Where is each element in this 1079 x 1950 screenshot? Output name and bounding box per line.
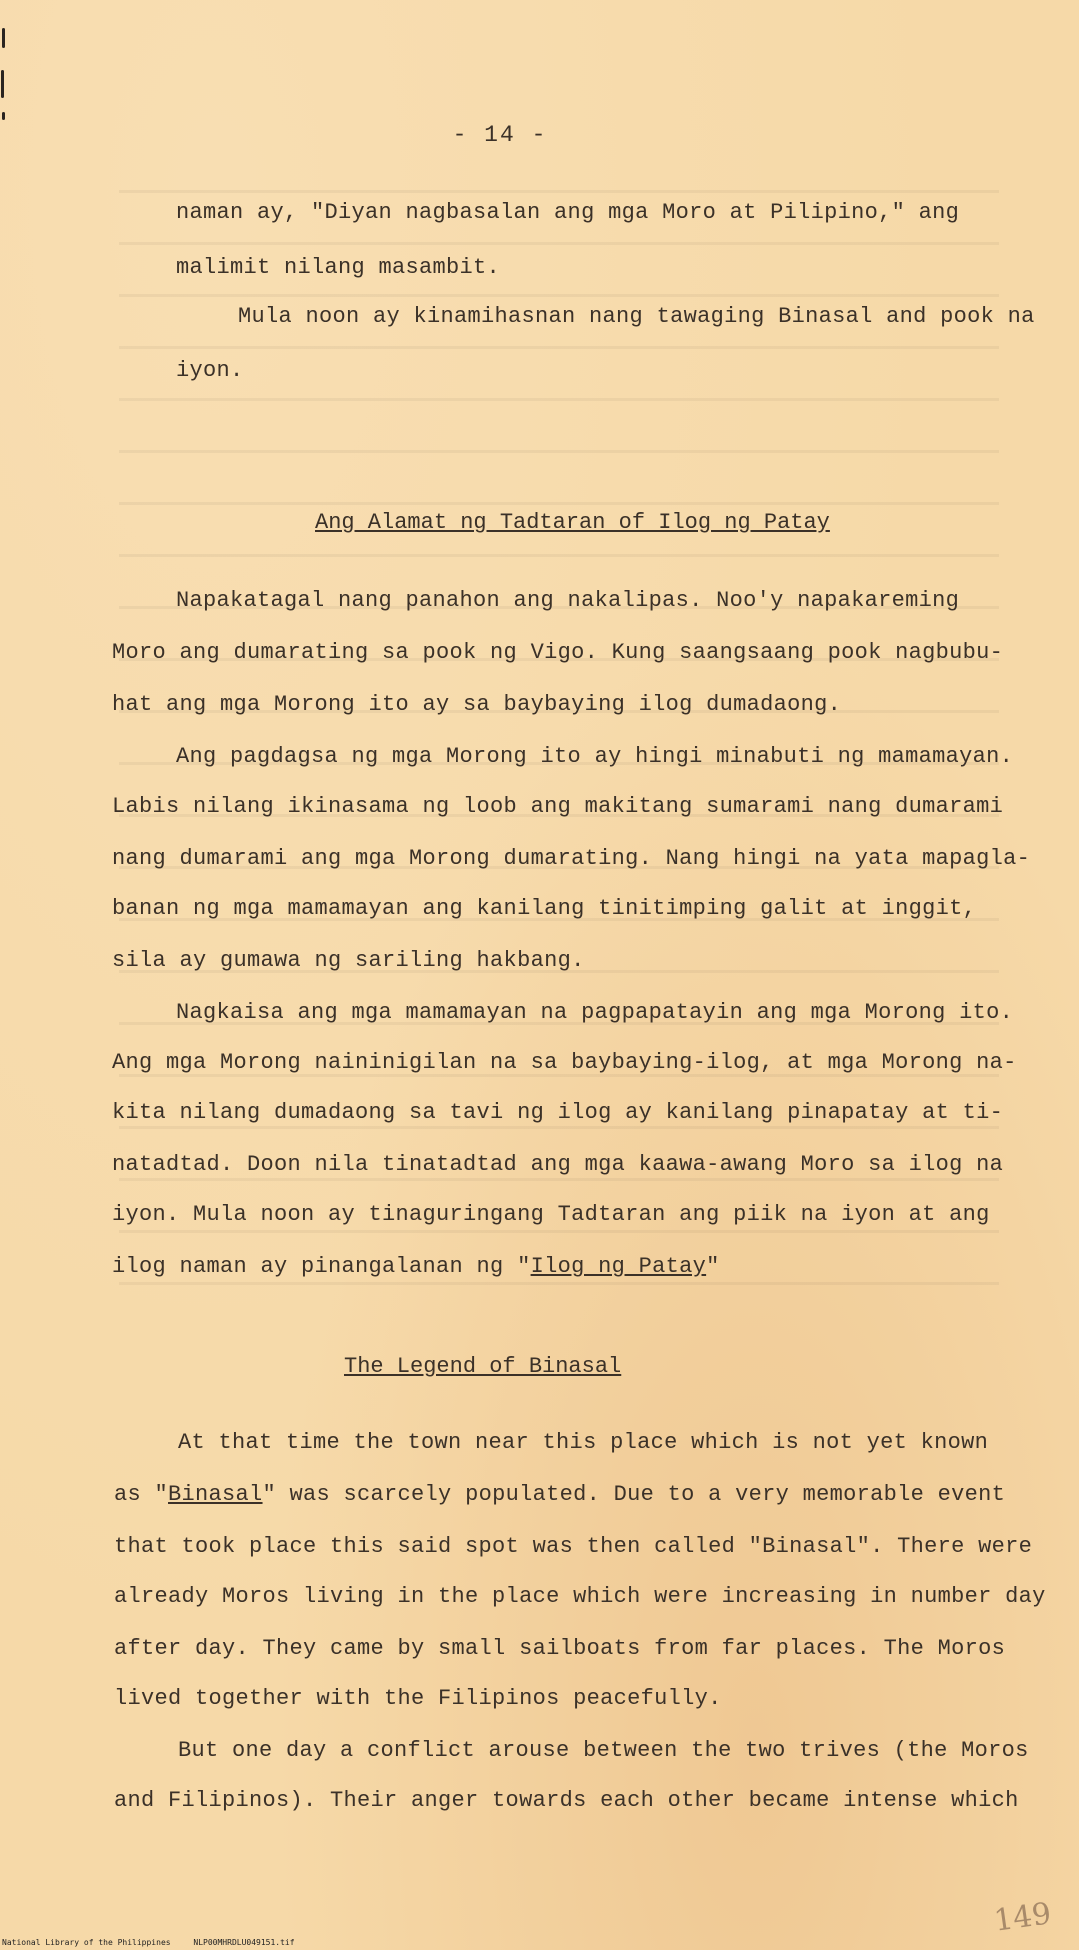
s1-line-7: banan ng mga mamamayan ang kanilang tinitimping galit at inggit,	[112, 896, 977, 921]
scan-footer	[2, 1938, 313, 1947]
s2-line-1: At that time the town near this place which is not yet known	[178, 1430, 989, 1455]
s2-line-8: and Filipinos). Their anger towards each other became intense which	[114, 1788, 1019, 1813]
s1-line-4: Ang pagdagsa ng mga Morong ito ay hingi minabuti ng mamamayan.	[176, 744, 1014, 769]
s2-line-6: lived together with the Filipinos peacefully.	[114, 1686, 722, 1711]
s2-line-5: after day. They came by small sailboats from far places. The Moros	[114, 1636, 1006, 1661]
s1-line-1: Napakatagal nang panahon ang nakalipas. Noo'y napakareming	[176, 588, 960, 613]
section2-title: The Legend of Binasal	[344, 1354, 622, 1379]
section1-title: Ang Alamat ng Tadtaran of Ilog ng Patay	[315, 510, 830, 535]
page-number: - 14 -	[452, 122, 548, 148]
s1-line-9: Nagkaisa ang mga mamamayan na pagpapatayin ang mga Morong ito.	[176, 1000, 1014, 1025]
s1-line-3: hat ang mga Morong ito ay sa baybaying ilog dumadaong.	[112, 692, 842, 717]
s1-line-12: natadtad. Doon nila tinatadtad ang mga kaawa-awang Moro sa ilog na	[112, 1152, 1004, 1177]
s1-line-6: nang dumarami ang mga Morong dumarating. Nang hingi na yata mapagla-	[112, 846, 1031, 871]
s1-line-14-suffix: "	[706, 1254, 720, 1279]
s1-line-2: Moro ang dumarating sa pook ng Vigo. Kung saangsaang pook nagbubu-	[112, 640, 1004, 665]
handwritten-folio-number: 149	[991, 1896, 1054, 1939]
binasal-name: Binasal	[168, 1482, 263, 1507]
intro-line-4: iyon.	[176, 358, 244, 383]
intro-line-2: malimit nilang masambit.	[176, 255, 501, 280]
s1-line-13: iyon. Mula noon ay tinaguringang Tadtaran ang piik na iyon at ang	[112, 1202, 990, 1227]
s1-line-14	[112, 1254, 720, 1279]
intro-line-3: Mula noon ay kinamihasnan nang tawaging Binasal and pook na	[238, 304, 1035, 329]
s1-line-14-prefix: ilog naman ay pinangalanan ng "	[112, 1254, 531, 1279]
s2-line-3: that took place this said spot was then called "Binasal". There were	[114, 1534, 1033, 1559]
s1-line-8: sila ay gumawa ng sariling hakbang.	[112, 948, 585, 973]
s1-line-5: Labis nilang ikinasama ng loob ang makitang sumarami nang dumarami	[112, 794, 1004, 819]
s2-line-2-prefix: as "	[114, 1482, 169, 1507]
s2-line-2-suffix: " was scarcely populated. Due to a very memorable event	[262, 1482, 1006, 1507]
s2-line-2	[114, 1482, 1005, 1507]
footer-filename: NLP00MHRDLU049151.tif	[193, 1938, 295, 1947]
s2-line-7: But one day a conflict arouse between the two trives (the Moros	[178, 1738, 1029, 1763]
intro-line-1: naman ay, "Diyan nagbasalan ang mga Moro at Pilipino," ang	[176, 200, 960, 225]
s2-line-4: already Moros living in the place which were increasing in number day	[114, 1584, 1046, 1609]
footer-library: National Library of the Philippines	[2, 1938, 171, 1947]
s1-line-11: kita nilang dumadaong sa tavi ng ilog ay kanilang pinapatay at ti-	[112, 1100, 1004, 1125]
s1-line-10: Ang mga Morong naininigilan na sa baybaying-ilog, at mga Morong na-	[112, 1050, 1017, 1075]
ilog-ng-patay-name: Ilog ng Patay	[530, 1254, 707, 1279]
